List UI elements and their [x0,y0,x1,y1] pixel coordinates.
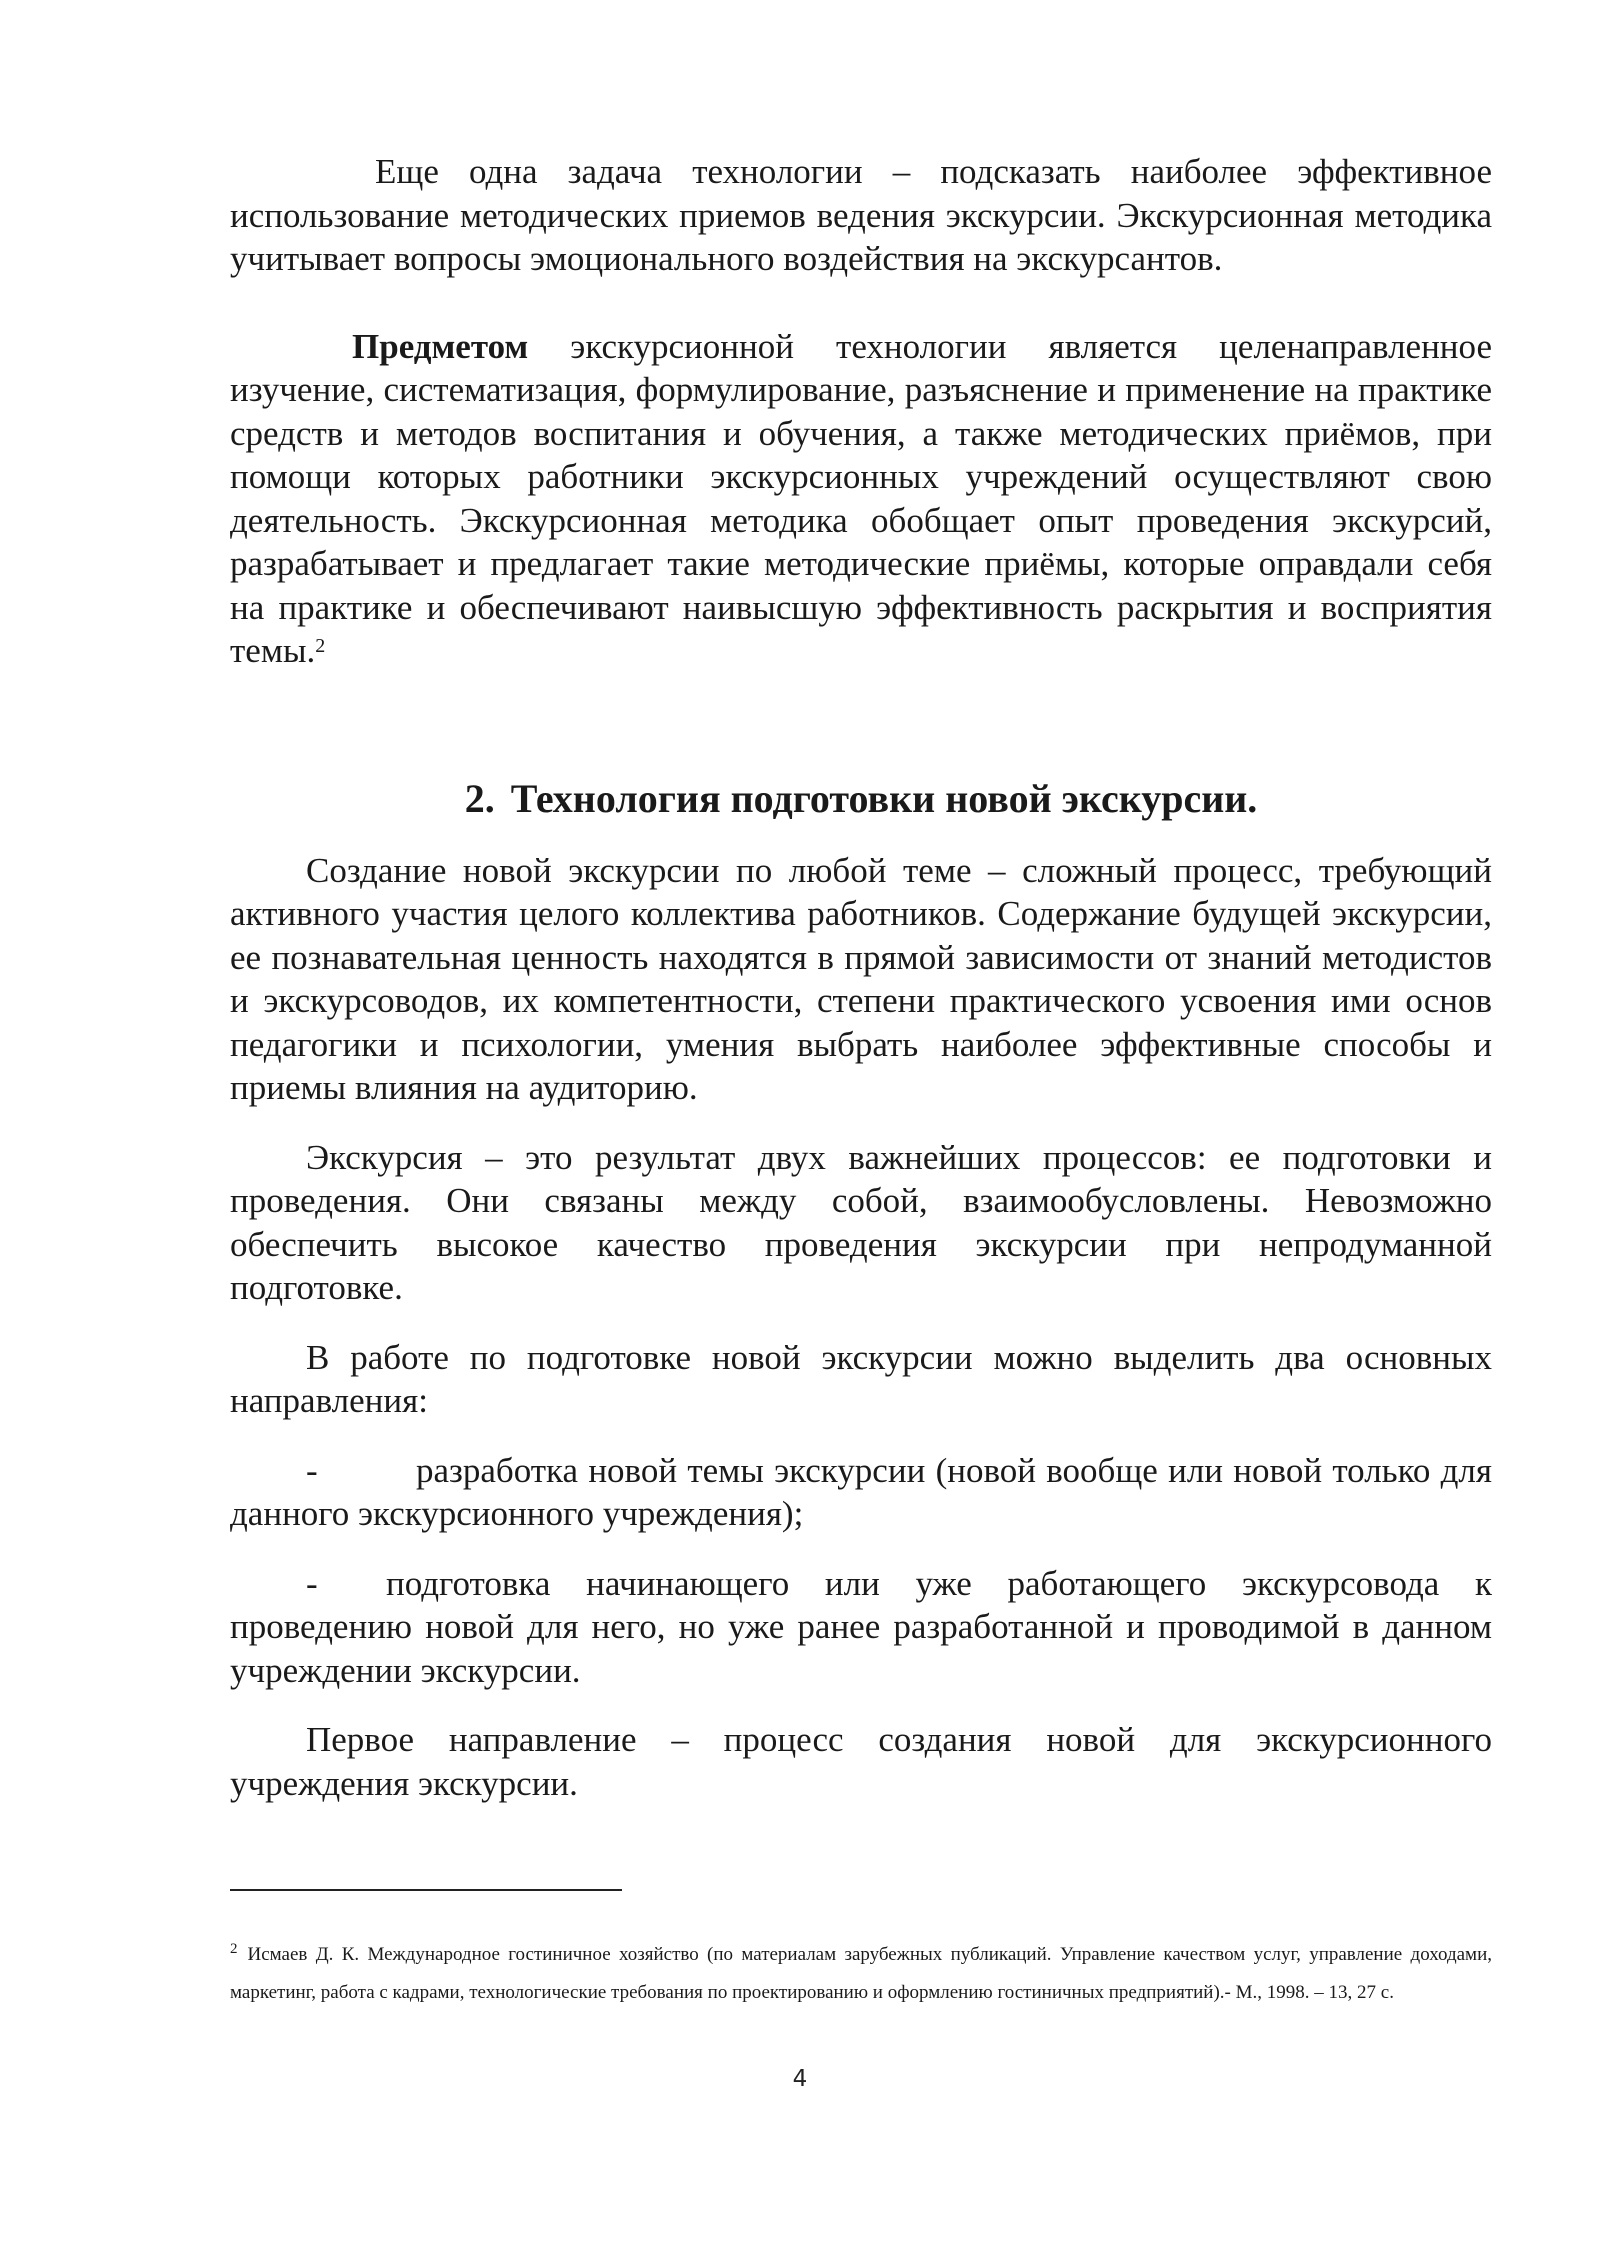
footnote-number: 2 [230,1941,238,1957]
footnote-separator [230,1889,622,1891]
list-item [230,1449,1492,1536]
list-dash: - [306,1563,318,1603]
list-item-text: разработка новой темы экскурсии (новой вообще или новой только для данного экскурсионного учреждения); [230,1450,1492,1533]
page-number: 4 [792,2066,808,2092]
footnote-text: Исмаев Д. К. Международное гостиничное хозяйство (по материалам зарубежных публикаций. Управление качеством услуг, управление доходами, маркетинг, работа с кадрами, технологические требования по проектированию и оформлению гостиничных предприятий).- М., 1998. – 13, 27 с. [230,1944,1492,2003]
paragraph-intro-2-text: экскурсионной технологии является целенаправленное изучение, систематизация, формулирование, разъяснение и применение на практике средств и методов воспитания и обучения, а также методических приёмов, при помощи которых работники экскурсионных учреждений осуществляют свою деятельность. Экскурсионная методика обобщает опыт проведения экскурсий, разрабатывает и предлагает такие методические приёмы, которые оправдали себя на практике и обеспечивают наивысшую эффективность раскрытия и восприятия темы. [230,326,1492,670]
paragraph-section-4: Первое направление – процесс создания новой для экскурсионного учреждения экскурсии. [230,1720,1492,1803]
footnote-reference[interactable]: 2 [315,635,326,657]
paragraph-section-2: Экскурсия – это результат двух важнейших процессов: ее подготовки и проведения. Они связаны между собой, взаимообусловлены. Невозможно обеспечить высокое качество проведения экскурсии при непродуманной подготовке. [230,1137,1492,1307]
section-heading [230,775,1492,823]
paragraph-intro-2 [230,325,1492,673]
paragraph-section-3: В работе по подготовке новой экскурсии можно выделить два основных направления: [230,1337,1492,1420]
paragraph-intro-1: Еще одна задача технологии – подсказать наиболее эффективное использование методических приемов ведения экскурсии. Экскурсионная методика учитывает вопросы эмоционального воздействия на экскурсантов. [230,152,1492,278]
page-body [230,150,1492,1805]
section-title: Технология подготовки новой экскурсии. [510,775,1258,821]
list-item-text: подготовка начинающего или уже работающего экскурсовода к проведению новой для него, но уже ранее разработанной и проводимой в данном учреждении экскурсии. [230,1563,1492,1690]
section-number: 2. [464,775,495,821]
list-item [230,1562,1492,1693]
subject-term: Предметом [352,326,529,366]
paragraph-section-1: Создание новой экскурсии по любой теме – сложный процесс, требующий активного участия целого коллектива работников. Содержание будущей экскурсии, ее познавательная ценность находятся в прямой зависимости от знаний методистов и экскурсоводов, их компетентности, степени практического усвоения ими основ педагогики и психологии, умения выбрать наиболее эффективные способы и приемы влияния на аудиторию. [230,850,1492,1107]
list-dash: - [306,1450,318,1490]
footnote [230,1936,1492,2012]
